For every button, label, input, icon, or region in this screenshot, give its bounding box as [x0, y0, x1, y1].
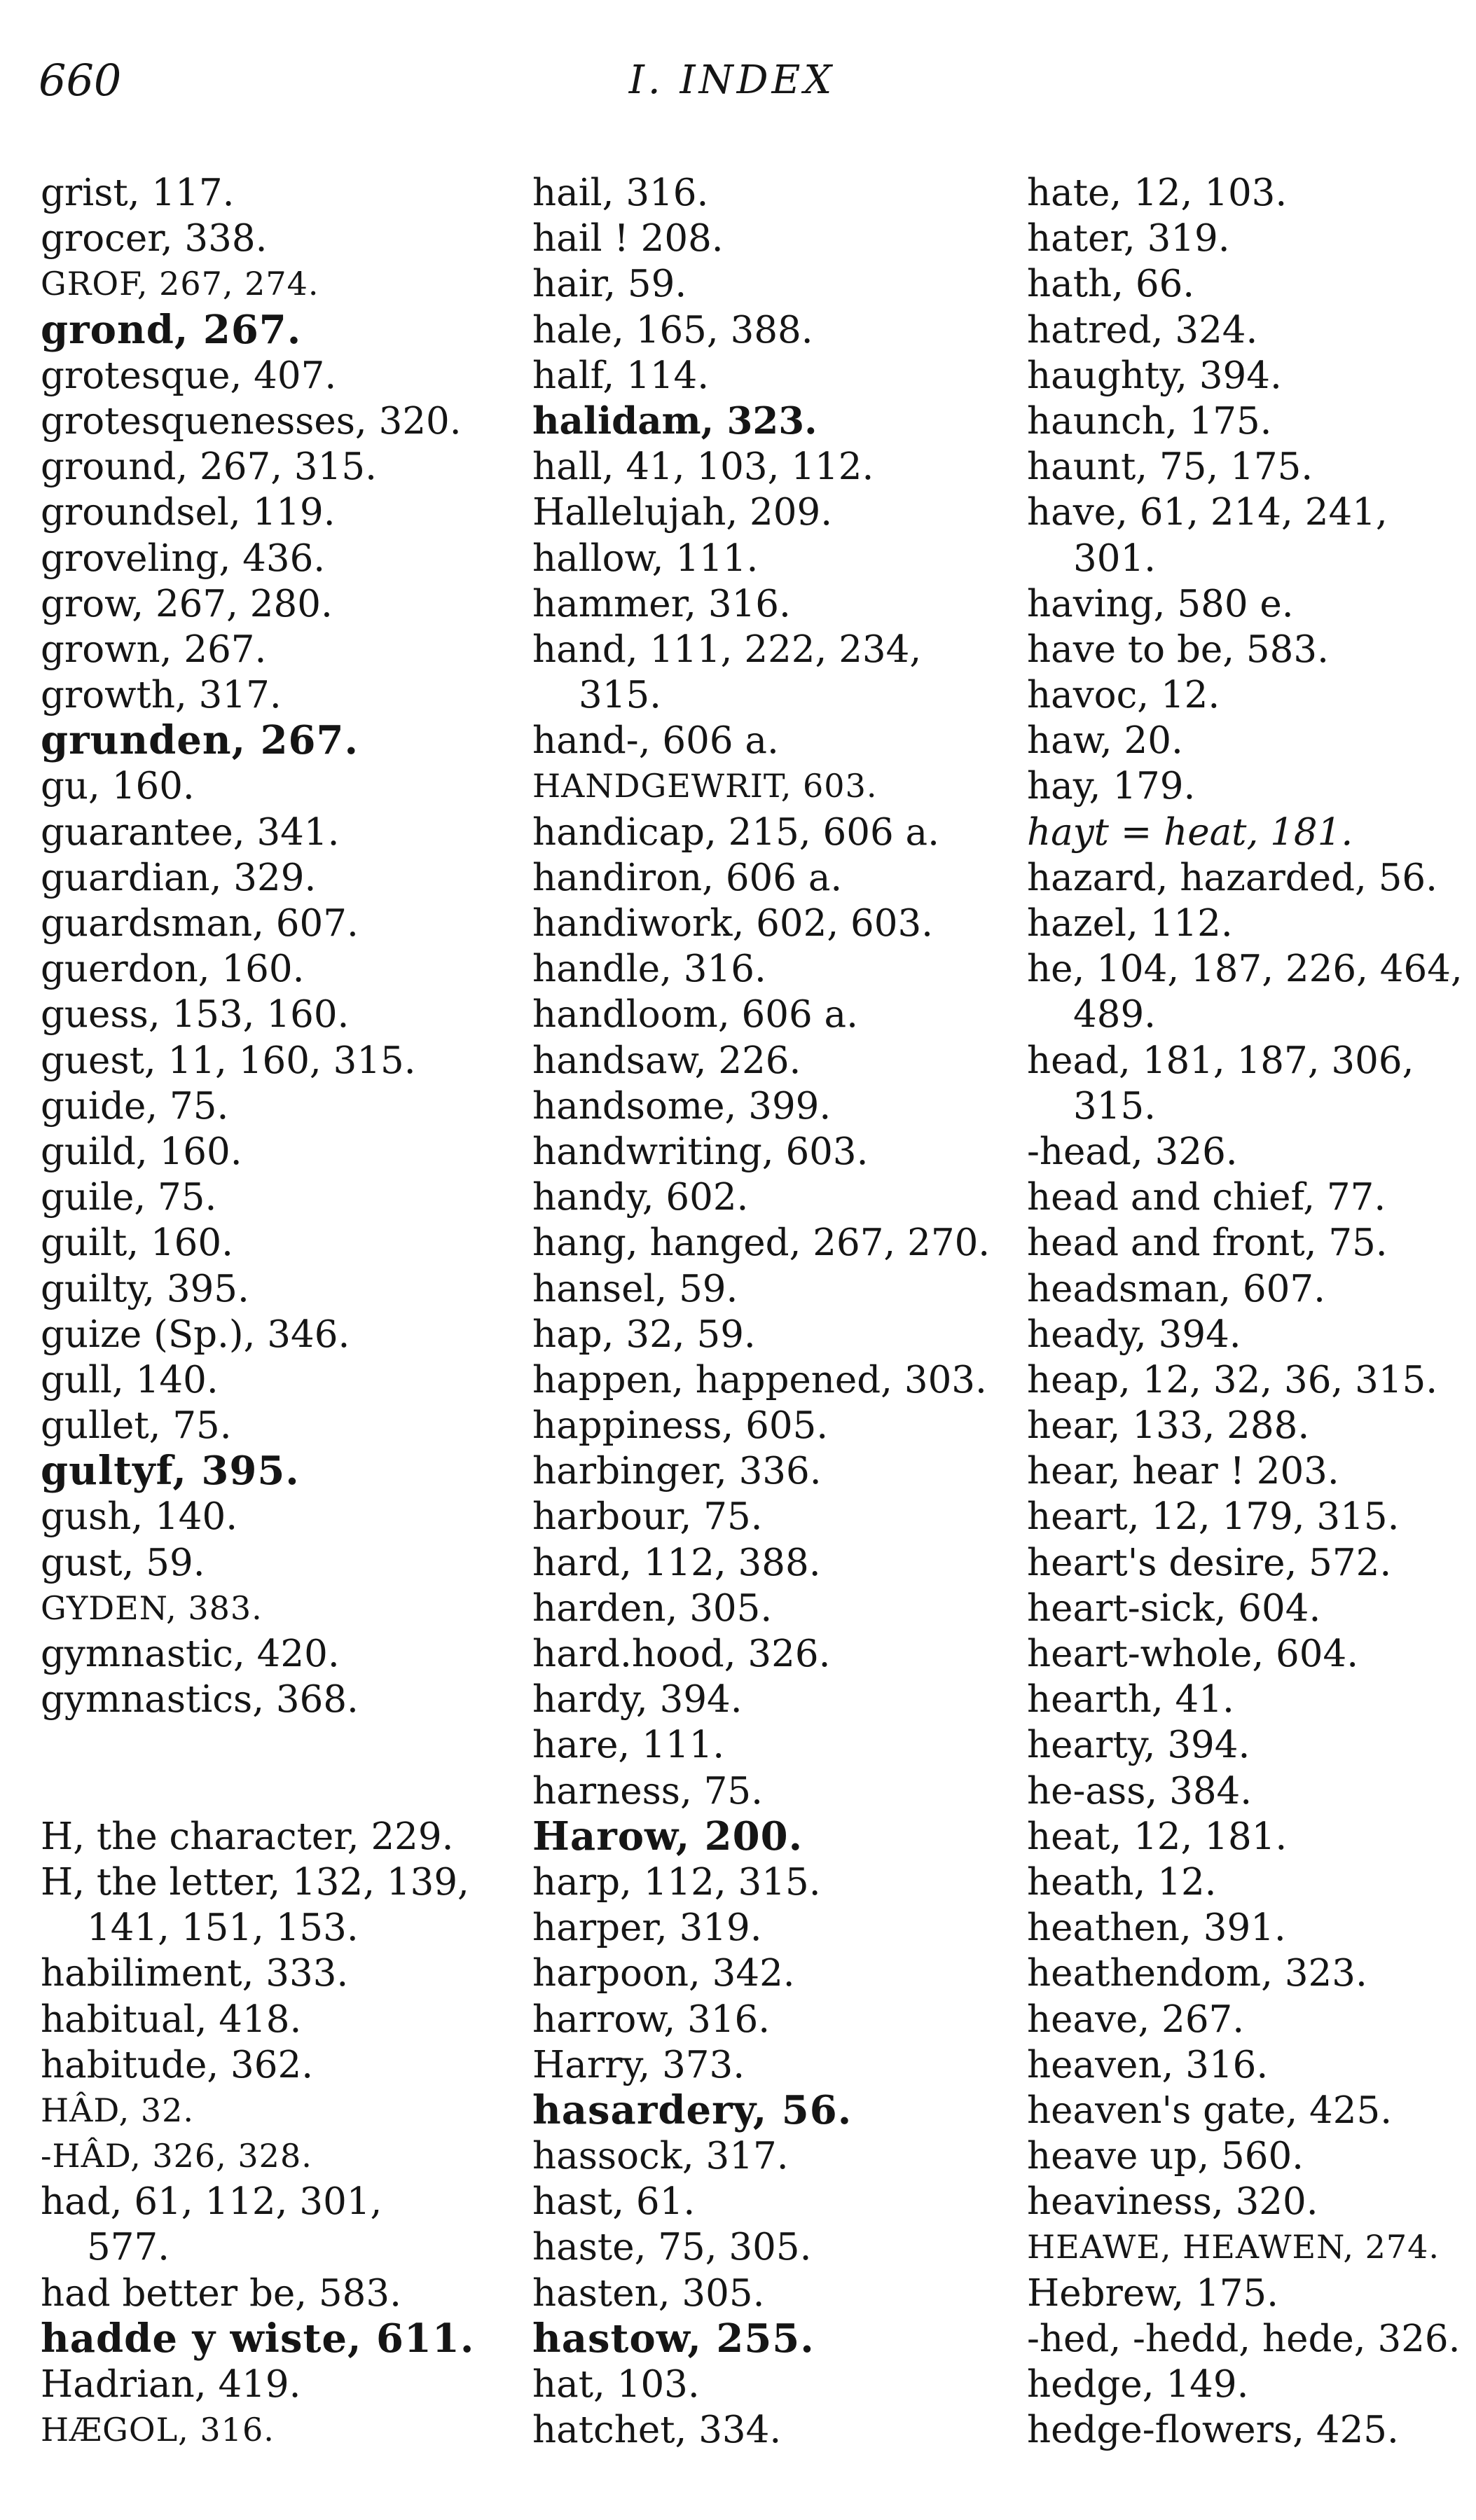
index-entry: grotesque, 407.	[41, 354, 337, 397]
index-entry: harpoon, 342.	[532, 1952, 795, 1995]
index-entry: gymnastic, 420.	[41, 1633, 340, 1675]
index-entry: hadde y wiste, 611.	[41, 2315, 475, 2362]
index-entry: habitual, 418.	[41, 1998, 302, 2041]
index-entry: heaven, 316.	[1027, 2043, 1269, 2086]
index-entry: have, 61, 214, 241,	[1027, 491, 1388, 534]
index-entry: growth, 317.	[41, 674, 282, 717]
index-entry: harper, 319.	[532, 1906, 762, 1950]
index-entry: HÆGOL, 316.	[41, 2411, 275, 2449]
index-entry: handicap, 215, 606 a.	[532, 810, 939, 854]
index-entry: hail, 316.	[532, 172, 709, 214]
index-entry: HANDGEWRIT, 603.	[532, 767, 878, 805]
index-entry: hale, 165, 388.	[532, 308, 813, 352]
index-entry: handy, 602.	[532, 1176, 749, 1219]
index-entry: hedge, 149.	[1027, 2363, 1249, 2406]
index-entry: hansel, 59.	[532, 1267, 738, 1310]
index-entry: guile, 75.	[41, 1176, 217, 1219]
index-entry: hail ! 208.	[532, 217, 724, 261]
index-entry: hater, 319.	[1027, 217, 1230, 261]
index-entry: Hebrew, 175.	[1027, 2271, 1278, 2315]
index-entry: harp, 112, 315.	[532, 1860, 821, 1904]
index-entry: guize (Sp.), 346.	[41, 1313, 350, 1356]
page-number: 660	[39, 55, 122, 106]
index-entry: 301.	[1073, 536, 1157, 580]
index-entry: hearty, 394.	[1027, 1724, 1250, 1767]
index-entry: heat, 12, 181.	[1027, 1815, 1288, 1858]
index-entry: heaviness, 320.	[1027, 2180, 1318, 2224]
index-entry: hear, 133, 288.	[1027, 1404, 1310, 1448]
index-entry: guild, 160.	[41, 1130, 242, 1173]
index-entry: grist, 117.	[41, 172, 235, 214]
index-entry: hat, 103.	[532, 2363, 700, 2406]
index-entry: hardy, 394.	[532, 1678, 743, 1722]
index-column-3	[1027, 170, 1461, 2453]
index-entry: haughty, 394.	[1027, 354, 1282, 397]
index-entry: heart's desire, 572.	[1027, 1541, 1392, 1584]
index-entry: heaven's gate, 425.	[1027, 2089, 1393, 2132]
index-entry: grond, 267.	[41, 306, 302, 353]
index-entry: heart, 12, 179, 315.	[1027, 1495, 1400, 1539]
index-entry: grotesquenesses, 320.	[41, 399, 462, 443]
index-entry: GYDEN, 383.	[41, 1588, 263, 1627]
index-entry: handiwork, 602, 603.	[532, 902, 934, 945]
index-entry: hast, 61.	[532, 2180, 696, 2224]
page-header	[39, 55, 1426, 111]
index-entry: grown, 267.	[41, 628, 267, 671]
index-entry: he, 104, 187, 226, 464,	[1027, 948, 1463, 991]
index-entry: hear, hear ! 203.	[1027, 1450, 1339, 1493]
index-entry: 141, 151, 153.	[87, 1906, 359, 1950]
index-entry: haunt, 75, 175.	[1027, 445, 1313, 489]
index-entry: handsaw, 226.	[532, 1039, 801, 1082]
index-entry: -HÂD, 326, 328.	[41, 2137, 312, 2175]
index-entry: hall, 41, 103, 112.	[532, 445, 874, 489]
index-entry: Hadrian, 419.	[41, 2363, 301, 2407]
index-entry: headsman, 607.	[1027, 1267, 1325, 1310]
index-entry: heart-sick, 604.	[1027, 1586, 1321, 1630]
index-entry: hasardery, 56.	[532, 2086, 853, 2133]
index-entry: 489.	[1073, 993, 1157, 1037]
index-entry: hassock, 317.	[532, 2135, 789, 2178]
index-entry: habitude, 362.	[41, 2043, 314, 2086]
index-entry: groundsel, 119.	[41, 491, 336, 534]
index-column-2	[532, 170, 991, 2453]
index-entry: hatchet, 334.	[532, 2409, 782, 2452]
index-entry: harden, 305.	[532, 1586, 773, 1630]
index-entry: gymnastics, 368.	[41, 1678, 359, 1722]
index-entry: happiness, 605.	[532, 1404, 829, 1448]
index-entry: hare, 111.	[532, 1724, 725, 1767]
index-entry: H, the character, 229.	[41, 1815, 454, 1858]
index-entry: gu, 160.	[41, 765, 195, 808]
index-column-1	[41, 170, 489, 2453]
index-entry: guardsman, 607.	[41, 902, 359, 945]
index-entry: guilty, 395.	[41, 1267, 249, 1310]
index-entry: groveling, 436.	[41, 536, 326, 580]
index-entry: hair, 59.	[532, 263, 687, 306]
index-entry: 315.	[579, 674, 662, 717]
index-entry: guest, 11, 160, 315.	[41, 1039, 416, 1082]
index-entry: heap, 12, 32, 36, 315.	[1027, 1358, 1438, 1401]
index-entry: guardian, 329.	[41, 856, 317, 899]
index-entry: heath, 12.	[1027, 1860, 1217, 1904]
index-entry: hap, 32, 59.	[532, 1313, 756, 1356]
index-entry: haw, 20.	[1027, 719, 1183, 763]
index-entry: hayt = heat, 181.	[1027, 810, 1353, 854]
index-entry: handloom, 606 a.	[532, 993, 858, 1037]
index-entry: head, 181, 187, 306,	[1027, 1039, 1414, 1082]
index-entry: heave, 267.	[1027, 1998, 1245, 2041]
index-entry: hard, 112, 388.	[532, 1541, 821, 1584]
index-entry: haunch, 175.	[1027, 399, 1272, 443]
index-entry: -head, 326.	[1027, 1130, 1238, 1173]
index-entry: head and chief, 77.	[1027, 1176, 1386, 1219]
running-title: I. INDEX	[628, 57, 836, 103]
index-entry: -hed, -hedd, hede, 326.	[1027, 2317, 1461, 2360]
index-entry: Harow, 200.	[532, 1813, 803, 1860]
index-entry: GROF, 267, 274.	[41, 265, 319, 303]
index-entry: grunden, 267.	[41, 717, 359, 764]
index-entry: hazel, 112.	[1027, 902, 1233, 945]
index-entry: guess, 153, 160.	[41, 993, 350, 1037]
index-entry: had better be, 583.	[41, 2271, 401, 2315]
index-entry: hazard, hazarded, 56.	[1027, 856, 1438, 899]
index-entry: handle, 316.	[532, 948, 766, 991]
index-entry: H, the letter, 132, 139,	[41, 1860, 469, 1904]
index-entry: happen, happened, 303.	[532, 1358, 987, 1401]
index-entry: harness, 75.	[532, 1769, 763, 1813]
index-entry: harbinger, 336.	[532, 1450, 822, 1493]
index-entry: HÂD, 32.	[41, 2091, 194, 2129]
index-entry: hard.hood, 326.	[532, 1633, 831, 1675]
index-entry: gust, 59.	[41, 1541, 205, 1584]
index-entry: heathen, 391.	[1027, 1906, 1286, 1950]
index-entry: halidam, 323.	[532, 399, 818, 443]
index-entry: grow, 267, 280.	[41, 582, 333, 625]
index-entry: handwriting, 603.	[532, 1130, 869, 1173]
index-entry: Harry, 373.	[532, 2043, 745, 2086]
index-entry: heathendom, 323.	[1027, 1952, 1367, 1995]
index-entry: havoc, 12.	[1027, 674, 1220, 717]
index-entry: heady, 394.	[1027, 1313, 1241, 1356]
index-entry: having, 580 e.	[1027, 582, 1294, 625]
index-entry: gullet, 75.	[41, 1404, 232, 1448]
index-entry: guide, 75.	[41, 1084, 229, 1128]
index-entry: 577.	[87, 2226, 170, 2269]
index-entry: hate, 12, 103.	[1027, 172, 1288, 214]
index-entry: harrow, 316.	[532, 1998, 771, 2041]
index-entry: hatred, 324.	[1027, 308, 1258, 352]
index-entry: habiliment, 333.	[41, 1952, 349, 1995]
index-entry: have to be, 583.	[1027, 628, 1329, 671]
index-entry: hasten, 305.	[532, 2271, 765, 2315]
index-entry: HEAWE, HEAWEN, 274.	[1027, 2228, 1440, 2266]
index-entry: hand, 111, 222, 234,	[532, 628, 922, 671]
index-entry: guarantee, 341.	[41, 810, 340, 854]
index-entry: guerdon, 160.	[41, 948, 305, 991]
index-entry: haste, 75, 305.	[532, 2226, 812, 2269]
index-entry: he-ass, 384.	[1027, 1769, 1253, 1813]
index-entry: Hallelujah, 209.	[532, 491, 833, 534]
index-entry: heart-whole, 604.	[1027, 1633, 1359, 1675]
index-entry: gush, 140.	[41, 1495, 238, 1539]
index-entry: handsome, 399.	[532, 1084, 832, 1128]
index-entry: hastow, 255.	[532, 2315, 815, 2362]
index-entry: half, 114.	[532, 354, 710, 397]
index-entry: hang, hanged, 267, 270.	[532, 1221, 991, 1265]
index-entry: hath, 66.	[1027, 263, 1195, 306]
index-entry: 315.	[1073, 1084, 1157, 1128]
index-entry: hand-, 606 a.	[532, 719, 779, 763]
index-entry: grocer, 338.	[41, 217, 268, 261]
index-entry: hedge-flowers, 425.	[1027, 2409, 1399, 2452]
index-entry: handiron, 606 a.	[532, 856, 843, 899]
index-entry: gultyf, 395.	[41, 1448, 300, 1495]
index-entry: hearth, 41.	[1027, 1678, 1234, 1722]
index-entry: hay, 179.	[1027, 765, 1196, 808]
index-entry: guilt, 160.	[41, 1221, 233, 1265]
index-entry: hammer, 316.	[532, 582, 791, 625]
index-entry: head and front, 75.	[1027, 1221, 1388, 1265]
index-entry: ground, 267, 315.	[41, 445, 377, 489]
index-entry: had, 61, 112, 301,	[41, 2180, 382, 2224]
index-entry: heave up, 560.	[1027, 2135, 1304, 2178]
section-gap	[41, 1722, 489, 1813]
index-entry: gull, 140.	[41, 1358, 219, 1401]
index-entry: harbour, 75.	[532, 1495, 763, 1539]
index-entry: hallow, 111.	[532, 536, 759, 580]
